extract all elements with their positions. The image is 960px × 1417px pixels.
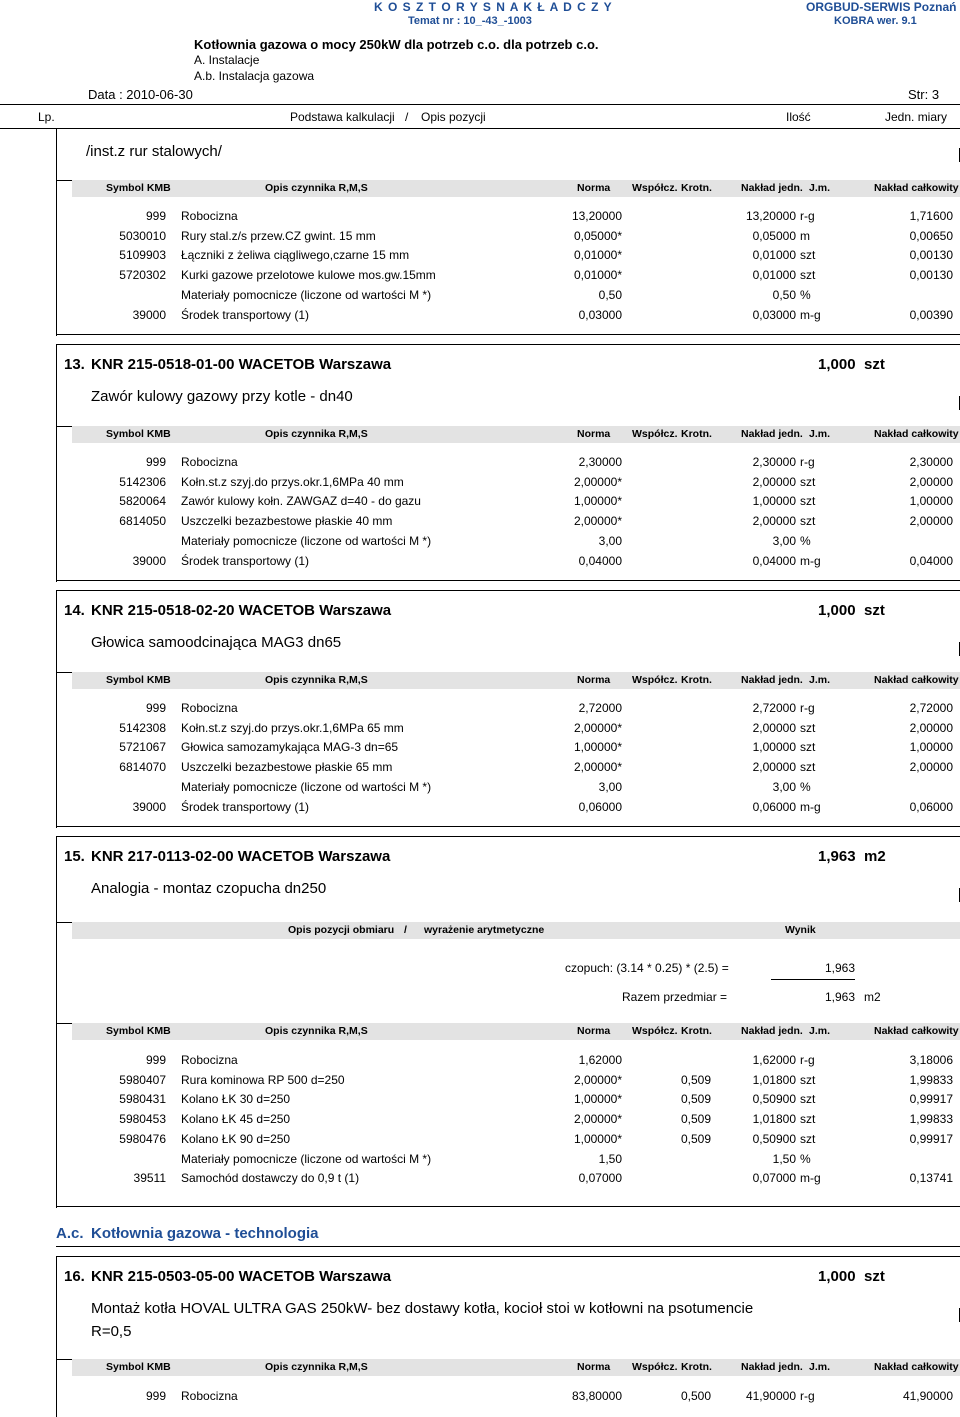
position-number: 16. <box>64 1268 85 1285</box>
resource-total-outlay: 2,00000 <box>909 514 953 529</box>
resource-norma: 13,20000 <box>571 209 622 223</box>
th-naklad-jedn: Nakład jedn. <box>741 1025 803 1037</box>
resource-description: Środek transportowy (1) <box>181 307 310 322</box>
th-opis: Opis czynnika R,M,S <box>265 1361 368 1373</box>
resource-symbol: 5142306 <box>119 474 166 489</box>
resource-row <box>56 1110 960 1128</box>
resource-description: Uszczelki bezazbestowe płaskie 40 mm <box>181 514 393 529</box>
resource-unit: szt <box>800 514 816 529</box>
resource-coefficient: 0,509 <box>680 1131 711 1146</box>
resource-row <box>56 1051 960 1069</box>
position-code: KNR 217-0113-02-00 WACETOB Warszawa <box>91 848 391 865</box>
resource-unit-outlay: 41,90000 <box>745 1389 796 1403</box>
th-krotn: Krotn. <box>681 674 712 686</box>
resource-description: Kolano ŁK 45 d=250 <box>181 1112 291 1127</box>
resource-row <box>56 532 960 550</box>
resource-description: Środek transportowy (1) <box>181 553 310 568</box>
resource-unit-outlay: 2,00000 <box>752 720 796 735</box>
resource-unit: szt <box>800 1112 816 1127</box>
resource-description: Robocizna <box>181 1389 238 1403</box>
resource-norma: 83,80000 <box>571 1389 622 1403</box>
resource-coefficient: 0,500 <box>680 1389 711 1403</box>
breadcrumb-level1: A. Instalacje <box>194 53 260 67</box>
header-divider <box>0 104 960 105</box>
th-naklad-jedn: Nakład jedn. <box>741 182 803 194</box>
position-quantity: 1,963 <box>818 848 856 865</box>
resource-unit-outlay: 2,00000 <box>752 514 796 529</box>
resource-row <box>56 1130 960 1148</box>
resource-description: Robocizna <box>181 1053 238 1067</box>
resource-norma: 0,06000 <box>578 799 622 814</box>
resource-symbol: 5720302 <box>119 268 166 283</box>
resource-unit-outlay: 0,01000 <box>752 248 796 263</box>
resource-total-outlay: 0,00390 <box>909 307 953 322</box>
resource-row <box>56 738 960 756</box>
resource-row <box>56 492 960 510</box>
resource-norma: 2,00000* <box>573 760 622 775</box>
th-naklad-calk: Nakład całkowity <box>874 428 959 440</box>
resource-unit-outlay: 0,04000 <box>752 553 796 568</box>
th-symbol: Symbol KMB <box>106 428 171 440</box>
position-description: Montaż kotła HOVAL ULTRA GAS 250kW- bez dostawy kotła, kocioł stoi w kotłowni na psotumencie <box>91 1300 754 1317</box>
temat-label: Temat nr : 10_-43_-1003 <box>408 15 532 27</box>
th-krotn: Krotn. <box>681 182 712 194</box>
th-norma: Norma <box>577 182 611 194</box>
position-description: Zawór kulowy gazowy przy kotle - dn40 <box>91 388 353 405</box>
resource-unit: m-g <box>800 553 821 568</box>
resource-unit-outlay: 0,03000 <box>752 307 796 322</box>
continued-position <box>56 128 960 336</box>
resource-total-outlay: 0,13741 <box>909 1171 953 1186</box>
resource-description: Materiały pomocnicze (liczone od wartości M *) <box>181 779 432 794</box>
section-title: Kotłownia gazowa - technologia <box>91 1225 319 1242</box>
position-quantity: 1,000 <box>818 1268 856 1285</box>
resource-unit-outlay: 0,50 <box>772 287 796 302</box>
resource-row <box>56 1150 960 1168</box>
resource-total-outlay: 0,04000 <box>909 553 953 568</box>
resource-symbol: 6814050 <box>119 514 166 529</box>
resource-norma: 1,62000 <box>578 1053 622 1067</box>
position-13 <box>56 344 960 582</box>
th-naklad-jedn: Nakład jedn. <box>741 1361 803 1373</box>
resource-norma: 3,00 <box>598 779 622 794</box>
resource-unit: m-g <box>800 799 821 814</box>
th-jm: J.m. <box>809 428 831 440</box>
resource-coefficient: 0,509 <box>680 1092 711 1107</box>
resource-norma: 0,50 <box>598 287 622 302</box>
resource-coefficient: 0,509 <box>680 1072 711 1087</box>
resource-row <box>56 758 960 776</box>
column-lp: Lp. <box>38 110 55 124</box>
resource-description: Robocizna <box>181 455 238 469</box>
position-description: Głowica samoodcinająca MAG3 dn65 <box>91 634 342 651</box>
resource-norma: 0,03000 <box>578 307 622 322</box>
resource-norma: 0,01000* <box>573 268 622 283</box>
resource-table-header <box>72 426 960 443</box>
resource-unit: szt <box>800 720 816 735</box>
resource-unit-outlay: 0,06000 <box>752 799 796 814</box>
resource-norma: 2,00000* <box>573 474 622 489</box>
position-16 <box>56 1256 960 1417</box>
th-krotn: Krotn. <box>681 1025 712 1037</box>
resource-row <box>56 306 960 324</box>
position-description: /inst.z rur stalowych/ <box>86 143 222 160</box>
resource-norma: 2,00000* <box>573 720 622 735</box>
resource-symbol: 6814070 <box>119 760 166 775</box>
resource-total-outlay: 1,99833 <box>909 1072 953 1087</box>
resource-total-outlay: 2,00000 <box>909 760 953 775</box>
resource-norma: 2,30000 <box>578 455 622 469</box>
resource-unit-outlay: 0,50900 <box>752 1092 796 1107</box>
resource-unit: szt <box>800 474 816 489</box>
resource-coefficient: 0,509 <box>680 1112 711 1127</box>
resource-row <box>56 512 960 530</box>
resource-unit: szt <box>800 740 816 755</box>
th-measure-opis: Opis pozycji obmiaru <box>288 924 395 936</box>
position-code: KNR 215-0518-02-20 WACETOB Warszawa <box>91 602 392 619</box>
resource-unit-outlay: 1,62000 <box>752 1053 796 1067</box>
resource-unit: % <box>800 287 811 302</box>
company-name: ORGBUD-SERWIS Poznań <box>806 0 957 14</box>
resource-unit: % <box>800 1151 811 1166</box>
resource-description: Uszczelki bezazbestowe płaskie 65 mm <box>181 760 393 775</box>
resource-unit: szt <box>800 1131 816 1146</box>
resource-description: Kolano ŁK 90 d=250 <box>181 1131 291 1146</box>
resource-unit-outlay: 1,50 <box>772 1151 796 1166</box>
resource-total-outlay: 2,30000 <box>909 455 953 469</box>
th-wspolcz: Współcz. <box>632 182 678 194</box>
resource-unit-outlay: 13,20000 <box>745 209 796 223</box>
resource-symbol: 39000 <box>132 799 166 814</box>
resource-unit-outlay: 1,01800 <box>752 1112 796 1127</box>
resource-row <box>56 286 960 304</box>
resource-description: Materiały pomocnicze (liczone od wartości M *) <box>181 533 432 548</box>
position-unit: szt <box>864 602 885 619</box>
resource-norma: 2,00000* <box>573 514 622 529</box>
resource-unit: szt <box>800 248 816 263</box>
resource-description: Rury stal.z/s przew.CZ gwint. 15 mm <box>181 228 376 243</box>
resource-row <box>56 699 960 717</box>
position-number: 15. <box>64 848 85 865</box>
resource-unit: m-g <box>800 307 821 322</box>
position-quantity: 1,000 <box>818 602 856 619</box>
resource-unit-outlay: 0,07000 <box>752 1171 796 1186</box>
resource-row <box>56 1071 960 1089</box>
resource-symbol: 5980407 <box>119 1072 166 1087</box>
position-description: Analogia - montaz czopucha dn250 <box>91 880 327 897</box>
resource-symbol: 5721067 <box>119 740 166 755</box>
resource-description: Kolano ŁK 30 d=250 <box>181 1092 291 1107</box>
resource-row <box>56 1387 960 1405</box>
th-naklad-calk: Nakład całkowity <box>874 1025 959 1037</box>
resource-unit-outlay: 2,72000 <box>752 701 796 715</box>
th-measure-expression: wyrażenie arytmetyczne <box>424 924 545 936</box>
resource-norma: 0,07000 <box>578 1171 622 1186</box>
resource-table-header <box>72 1359 960 1376</box>
resource-symbol: 5030010 <box>119 228 166 243</box>
th-naklad-jedn: Nakład jedn. <box>741 428 803 440</box>
th-jm: J.m. <box>809 1025 831 1037</box>
position-code: KNR 215-0518-01-00 WACETOB Warszawa <box>91 356 392 373</box>
resource-total-outlay: 1,71600 <box>909 209 953 223</box>
th-measure-result: Wynik <box>785 924 816 936</box>
th-norma: Norma <box>577 1025 611 1037</box>
resource-norma: 1,00000* <box>573 494 622 509</box>
resource-table-header <box>72 1023 960 1040</box>
resource-unit: r-g <box>800 209 815 223</box>
th-krotn: Krotn. <box>681 1361 712 1373</box>
resource-description: Rura kominowa RP 500 d=250 <box>181 1072 345 1087</box>
resource-symbol: 999 <box>145 1389 166 1403</box>
position-code: KNR 215-0503-05-00 WACETOB Warszawa <box>91 1268 392 1285</box>
th-symbol: Symbol KMB <box>106 674 171 686</box>
resource-symbol: 5980476 <box>119 1131 166 1146</box>
resource-row <box>56 227 960 245</box>
resource-row <box>56 778 960 796</box>
resource-total-outlay: 0,00650 <box>909 228 953 243</box>
resource-row <box>56 798 960 816</box>
resource-unit: r-g <box>800 1389 815 1403</box>
document-date: Data : 2010-06-30 <box>88 87 193 102</box>
resource-unit-outlay: 3,00 <box>772 533 796 548</box>
resource-norma: 3,00 <box>598 533 622 548</box>
resource-total-outlay: 0,99917 <box>909 1092 953 1107</box>
resource-row <box>56 473 960 491</box>
th-symbol: Symbol KMB <box>106 1025 171 1037</box>
resource-description: Zawór kulowy kołn. ZAWGAZ d=40 - do gazu <box>181 494 421 509</box>
resource-description: Kurki gazowe przelotowe kulowe mos.gw.15mm <box>181 268 436 283</box>
th-opis: Opis czynnika R,M,S <box>265 674 368 686</box>
resource-norma: 2,72000 <box>578 701 622 715</box>
resource-row <box>56 552 960 570</box>
resource-unit-outlay: 1,01800 <box>752 1072 796 1087</box>
resource-norma: 1,00000* <box>573 1092 622 1107</box>
resource-row <box>56 719 960 737</box>
resource-row <box>56 246 960 264</box>
resource-symbol: 5109903 <box>119 248 166 263</box>
resource-description: Robocizna <box>181 701 238 715</box>
resource-unit: szt <box>800 760 816 775</box>
resource-symbol: 5820064 <box>119 494 166 509</box>
resource-norma: 1,00000* <box>573 740 622 755</box>
position-quantity: 1,000 <box>818 356 856 373</box>
resource-row <box>56 1169 960 1187</box>
resource-description: Materiały pomocnicze (liczone od wartości M *) <box>181 1151 432 1166</box>
document-title: K O S Z T O R Y S N A K Ł A D C Z Y <box>374 0 613 14</box>
resource-symbol: 999 <box>145 701 166 715</box>
th-symbol: Symbol KMB <box>106 182 171 194</box>
resource-total-outlay: 2,00000 <box>909 474 953 489</box>
resource-symbol: 5980431 <box>119 1092 166 1107</box>
position-unit: szt <box>864 356 885 373</box>
resource-table-header <box>72 672 960 689</box>
breadcrumb-level2: A.b. Instalacja gazowa <box>194 69 315 83</box>
resource-unit: r-g <box>800 455 815 469</box>
th-wspolcz: Współcz. <box>632 1025 678 1037</box>
resource-description: Samochód dostawczy do 0,9 t (1) <box>181 1171 360 1186</box>
position-description-line2: R=0,5 <box>91 1323 132 1340</box>
th-naklad-calk: Nakład całkowity <box>874 674 959 686</box>
page-number: Str: 3 <box>908 87 940 102</box>
resource-total-outlay: 0,06000 <box>909 799 953 814</box>
th-naklad-jedn: Nakład jedn. <box>741 674 803 686</box>
column-opis: Opis pozycji <box>421 110 486 124</box>
resource-unit: szt <box>800 1092 816 1107</box>
column-podstawa: Podstawa kalkulacji <box>290 110 395 124</box>
resource-total-outlay: 3,18006 <box>909 1053 953 1067</box>
resource-total-outlay: 1,00000 <box>909 740 953 755</box>
position-number: 14. <box>64 602 85 619</box>
th-jm: J.m. <box>809 674 831 686</box>
resource-symbol: 999 <box>145 209 166 223</box>
position-15 <box>56 836 960 1208</box>
resource-unit: m-g <box>800 1171 821 1186</box>
resource-unit-outlay: 2,30000 <box>752 455 796 469</box>
resource-norma: 0,05000* <box>573 228 622 243</box>
resource-unit-outlay: 1,00000 <box>752 494 796 509</box>
resource-unit-outlay: 3,00 <box>772 779 796 794</box>
th-wspolcz: Współcz. <box>632 674 678 686</box>
th-norma: Norma <box>577 428 611 440</box>
th-opis: Opis czynnika R,M,S <box>265 1025 368 1037</box>
resource-unit-outlay: 1,00000 <box>752 740 796 755</box>
resource-norma: 2,00000* <box>573 1072 622 1087</box>
resource-description: Materiały pomocnicze (liczone od wartości M *) <box>181 287 432 302</box>
th-opis: Opis czynnika R,M,S <box>265 182 368 194</box>
resource-unit-outlay: 2,00000 <box>752 474 796 489</box>
th-opis: Opis czynnika R,M,S <box>265 428 368 440</box>
project-title: Kotłownia gazowa o mocy 250kW dla potrzeb c.o. dla potrzeb c.o. <box>194 37 599 52</box>
resource-description: Środek transportowy (1) <box>181 799 310 814</box>
software-version: KOBRA wer. 9.1 <box>834 15 917 27</box>
measure-expression: czopuch: (3.14 * 0.25) * (2.5) = <box>565 961 729 975</box>
resource-row <box>56 266 960 284</box>
resource-unit: szt <box>800 494 816 509</box>
resource-symbol: 39511 <box>133 1171 166 1186</box>
resource-total-outlay: 0,00130 <box>909 248 953 263</box>
resource-total-outlay: 1,00000 <box>909 494 953 509</box>
resource-norma: 2,00000* <box>573 1112 622 1127</box>
resource-table-header <box>72 180 960 197</box>
resource-unit: % <box>800 533 811 548</box>
resource-description: Łączniki z żeliwa ciągliwego,czarne 15 mm <box>181 248 410 263</box>
resource-description: Głowica samozamykająca MAG-3 dn=65 <box>181 740 399 755</box>
resource-unit-outlay: 0,01000 <box>752 268 796 283</box>
resource-row <box>56 207 960 225</box>
resource-norma: 1,50 <box>598 1151 622 1166</box>
resource-unit: szt <box>800 1072 816 1087</box>
resource-symbol: 39000 <box>132 553 166 568</box>
resource-symbol: 999 <box>145 1053 166 1067</box>
th-norma: Norma <box>577 674 611 686</box>
resource-total-outlay: 1,99833 <box>909 1112 953 1127</box>
th-naklad-calk: Nakład całkowity <box>874 1361 959 1373</box>
measure-total-label: Razem przedmiar = <box>622 990 728 1004</box>
position-number: 13. <box>64 356 85 373</box>
resource-total-outlay: 2,00000 <box>909 720 953 735</box>
resource-norma: 0,04000 <box>578 553 622 568</box>
resource-norma: 1,00000* <box>573 1131 622 1146</box>
resource-row <box>56 1090 960 1108</box>
th-wspolcz: Współcz. <box>632 1361 678 1373</box>
resource-description: Kołn.st.z szyj.do przys.okr.1,6MPa 40 mm <box>181 474 404 489</box>
resource-unit-outlay: 0,50900 <box>752 1131 796 1146</box>
resource-symbol: 39000 <box>132 307 166 322</box>
resource-total-outlay: 0,00130 <box>909 268 953 283</box>
resource-unit-outlay: 2,00000 <box>752 760 796 775</box>
th-krotn: Krotn. <box>681 428 712 440</box>
resource-symbol: 5142308 <box>119 720 166 735</box>
resource-unit: m <box>800 228 810 243</box>
resource-symbol: 999 <box>145 455 166 469</box>
resource-unit: szt <box>800 268 816 283</box>
th-measure-slash: / <box>404 924 407 936</box>
measure-result: 1,963 <box>825 961 856 975</box>
resource-unit: % <box>800 779 811 794</box>
measure-table-header <box>72 922 960 939</box>
th-jm: J.m. <box>809 1361 831 1373</box>
resource-unit: r-g <box>800 701 815 715</box>
th-norma: Norma <box>577 1361 611 1373</box>
column-slash: / <box>405 110 409 124</box>
position-14 <box>56 590 960 828</box>
measure-total-unit: m2 <box>864 990 881 1004</box>
resource-unit-outlay: 0,05000 <box>752 228 796 243</box>
resource-description: Robocizna <box>181 209 238 223</box>
position-unit: szt <box>864 1268 885 1285</box>
th-naklad-calk: Nakład całkowity <box>874 182 959 194</box>
resource-row <box>56 453 960 471</box>
th-wspolcz: Współcz. <box>632 428 678 440</box>
resource-total-outlay: 41,90000 <box>902 1389 953 1403</box>
measure-total-value: 1,963 <box>825 990 856 1004</box>
resource-description: Kołn.st.z szyj.do przys.okr.1,6MPa 65 mm <box>181 720 404 735</box>
column-ilosc: Ilość <box>786 110 811 124</box>
th-symbol: Symbol KMB <box>106 1361 171 1373</box>
resource-norma: 0,01000* <box>573 248 622 263</box>
resource-total-outlay: 2,72000 <box>909 701 953 715</box>
section-code: A.c. <box>56 1225 84 1242</box>
th-jm: J.m. <box>809 182 831 194</box>
resource-total-outlay: 0,99917 <box>909 1131 953 1146</box>
resource-unit: r-g <box>800 1053 815 1067</box>
resource-symbol: 5980453 <box>119 1112 166 1127</box>
column-jedn: Jedn. miary <box>885 110 948 124</box>
position-unit: m2 <box>864 848 886 865</box>
